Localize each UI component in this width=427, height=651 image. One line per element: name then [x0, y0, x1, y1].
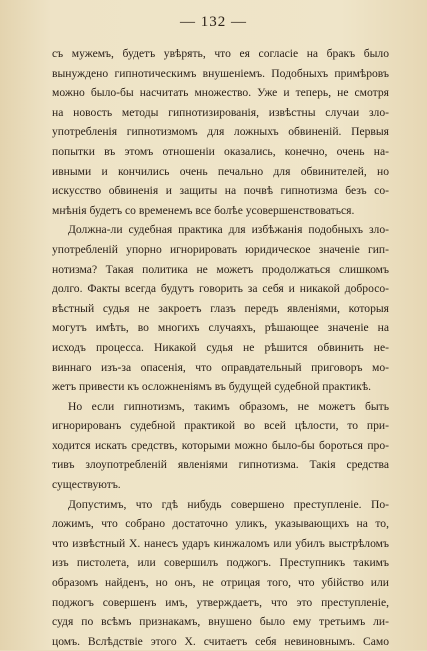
text-line: Должна-ли судебная практика для избѣжанія подобныхъ зло-	[68, 223, 389, 237]
text-line: виннаго изъ-за опасенія, что оправдательный приговоръ мо-	[52, 360, 389, 374]
text-line: ходится искать средствъ, которыми можно было-бы бороться про-	[52, 438, 389, 452]
text-line: съ мужемъ, будетъ увѣрять, что ея согласіе на бракъ было	[52, 47, 389, 60]
text-line: употребленій упорно игнорировать юридическое значеніе гип-	[52, 242, 389, 256]
text-line: ивными и кончились очень печально для обвинителей, но	[52, 164, 389, 178]
text-line: искусство обвиненія и защиты на почвѣ гипнотизма безъ со-	[52, 184, 389, 198]
text-line: жетъ привести къ осложненіямъ въ будущей судебной практикѣ.	[52, 380, 372, 394]
text-line: попытки въ этомъ отношеніи оказались, конечно, очень на-	[52, 144, 389, 158]
text-line: вынуждено гипнотическимъ внушеніемъ. Подобныхъ примѣровъ	[52, 66, 389, 80]
text-line: существуютъ.	[52, 478, 121, 492]
text-line: Но если гипнотизмъ, такимъ образомъ, не можетъ быть	[68, 399, 389, 413]
text-line: изъ пистолета, или совершилъ поджогъ. Преступникъ такимъ	[52, 556, 389, 570]
text-line: поджогъ совершенъ имъ, утверждаетъ, что это преступленіе,	[52, 595, 389, 609]
text-line: исходъ процесса. Никакой судья не рѣшится обвинить не-	[52, 340, 389, 354]
text-line: ложимъ, что собрано достаточно уликъ, указывающихъ на то,	[52, 517, 389, 531]
text-line: могутъ имѣть, во многихъ случаяхъ, рѣшающее значеніе на	[52, 321, 389, 335]
text-line: мнѣнія будетъ со временемъ все болѣе усовершенствоваться.	[52, 203, 355, 217]
text-line: тивъ злоупотребленій явленіями гипнотизма. Такія средства	[52, 458, 389, 472]
text-line: можно было-бы насчитать множество. Уже и теперь, не смотря	[52, 86, 389, 100]
text-line: на новость методы гипнотизированія, извѣстны случаи зло-	[52, 105, 389, 119]
text-line: Допустимъ, что гдѣ нибудь совершено преступленіе. По-	[68, 497, 389, 511]
page-number: — 132 —	[180, 14, 247, 30]
text-line: игнорированъ судебной практикой во всей цѣлости, то при-	[52, 419, 389, 433]
text-line: нотизма? Такая политика не можетъ продолжаться слишкомъ	[52, 262, 389, 276]
text-line: судя по всѣмъ признакамъ, внушено было ему третьимъ ли-	[52, 615, 389, 629]
text-line: долго. Факты всегда будутъ говорить за себя и никакой добросо-	[52, 282, 389, 296]
body-text	[52, 44, 389, 651]
text-line: цомъ. Вслѣдствіе этого X. считаетъ себя невиновнымъ. Само	[52, 634, 389, 648]
text-line: употребленія гипнотизмомъ для ложныхъ обвиненій. Первыя	[52, 125, 389, 139]
text-line: образомъ найденъ, но онъ, не отрицая того, что убійство или	[52, 576, 389, 590]
text-line: вѣстный судья не закроетъ глазъ передъ явленіями, которыя	[52, 301, 389, 315]
text-line: что извѣстный X. нанесъ ударъ кинжаломъ или убилъ выстрѣломъ	[52, 536, 389, 550]
